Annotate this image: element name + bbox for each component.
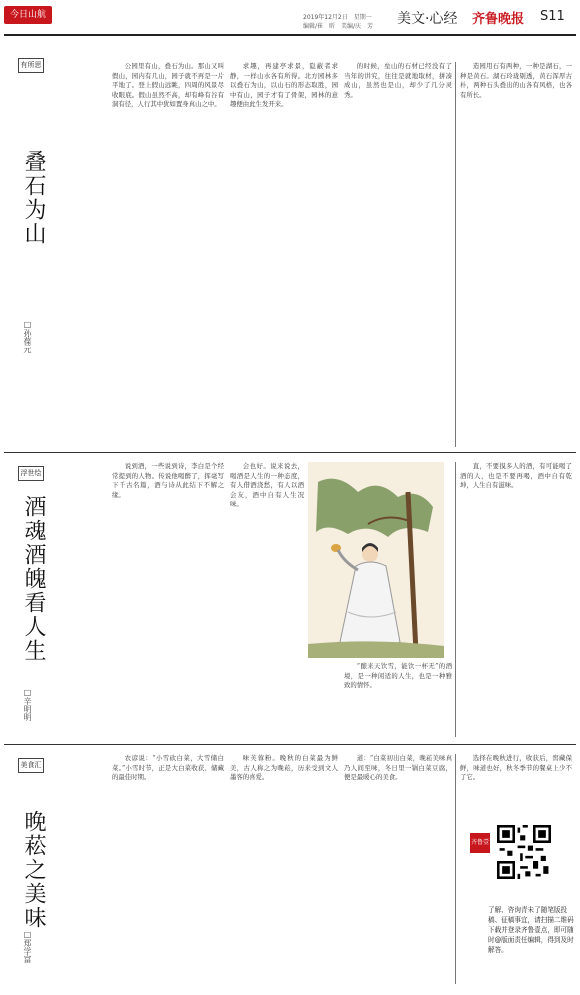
page-number: S11 (540, 9, 565, 24)
column-divider (455, 754, 456, 984)
section-title: 美文·心经 (397, 11, 458, 27)
article-1-title: 叠石为山 (21, 150, 46, 246)
header-staff: 编辑/崔 昕 美编/庆 芳 (303, 23, 374, 30)
article-2-tag: 浮世绘 (18, 466, 44, 481)
header-date: 2019年12月2日 星期一 (303, 14, 372, 21)
article-1-column-3 (344, 62, 452, 447)
article-2-author: □辛明明 (23, 688, 32, 721)
qr-instructions: 了解、咨询青未了随笔版投稿、征稿事宜，请扫描二维码下载并登录齐鲁壹点，即可随时@版面责任编辑，得到及时解答。 (488, 906, 574, 954)
paragraph: 直，不要摸多人的酒，有可能喝了酒的人，也是不要再喝，酒中自有乾坤，人生自有滋味。 (460, 462, 572, 490)
article-3-column-2 (230, 754, 338, 984)
article-2-column-2 (230, 462, 304, 737)
article-3-column-3 (344, 754, 452, 984)
scholar-illustration (308, 462, 444, 658)
article-2-column-1 (112, 462, 224, 737)
article-3-title: 晚菘之美味 (21, 810, 46, 930)
paragraph: 求趣，再建亭求景，隐蔽者求静，一样山水各有所得。北方园林多以叠石为山，以山石的形态取胜，园中有山，园子才有了骨架，园林的意趣便由此生发开来。 (230, 62, 338, 109)
article-3-tag: 美食汇 (18, 758, 44, 773)
article-1-tag: 有所思 (18, 58, 44, 73)
paragraph: 公园里有山，叠石为山。那山又叫假山，园内有几山，园子就不再是一片平地了。登上假山远眺，四周的风景尽收眼底。假山虽然不高，却有峰有谷有洞有径，人行其中犹如置身真山之中。 (112, 62, 224, 109)
article-1-column-4 (460, 62, 572, 447)
section-divider (4, 744, 576, 745)
section-divider (4, 452, 576, 453)
article-2-column-3 (344, 662, 452, 737)
paragraph: 造园用石有两种，一种是湖石，一种是黄石。湖石玲珑剔透，黄石浑厚古朴，两种石头叠出的山各有风格，也各有所长。 (460, 62, 572, 99)
column-divider (455, 462, 456, 737)
app-logo: 齐鲁壹点 (470, 833, 490, 853)
article-1-column-1 (112, 62, 224, 447)
paragraph: 农谚说：“小雪砍白菜，大雪储白菜。”小雪时节，正是大白菜收获、储藏的最佳时期。 (112, 754, 224, 782)
article-1-author: □孙葆元 (23, 320, 32, 353)
article-3-column-1 (112, 754, 224, 984)
qr-code-icon[interactable] (497, 825, 551, 879)
header-tag: 今日山航 (4, 6, 52, 24)
column-divider (455, 62, 456, 447)
article-2-title: 酒魂酒魄看人生 (21, 495, 46, 663)
article-2-column-4 (460, 462, 572, 737)
paragraph: 道：“白菜初出白菜，晚菘美味真乃人间至味，冬日里一锅白菜豆腐，便是最暖心的美食。 (344, 754, 452, 782)
article-3-author: □郑学富 (23, 930, 32, 963)
article-1-column-2 (230, 62, 338, 447)
paragraph: 味芙蓉粉。晚秋的白菜最为鲜美，古人称之为晚菘，历来受到文人墨客的喜爱。 (230, 754, 338, 782)
paragraph: 会也好。说来说去，喝酒是人生的一种态度，有人借酒浇愁，有人以酒会友，酒中自有人生况味。 (230, 462, 304, 509)
paragraph: 选择在晚秋进行，收获后，窖藏保鲜，味道也好，秋冬季节的餐桌上少不了它。 (460, 754, 572, 782)
brand-logo: 齐鲁晚报 (472, 12, 525, 27)
header-rule (4, 34, 576, 36)
paragraph: “酿来天饮雪，能饮一杯无”的酒境，是一种闲适的人生，也是一种雅致的情怀。 (344, 662, 452, 690)
paragraph: 的时候，垒山的石材已经没有了当年的讲究，往往是就地取材，拼凑成山，虽然也是山，却少了几分灵秀。 (344, 62, 452, 99)
article-3-column-4 (460, 754, 572, 819)
paragraph: 说到酒，一些说到诗，李白是个经常提到的人物。传说他喝醉了，挥毫写下千古名篇，酒与诗从此结下不解之缘。 (112, 462, 224, 499)
